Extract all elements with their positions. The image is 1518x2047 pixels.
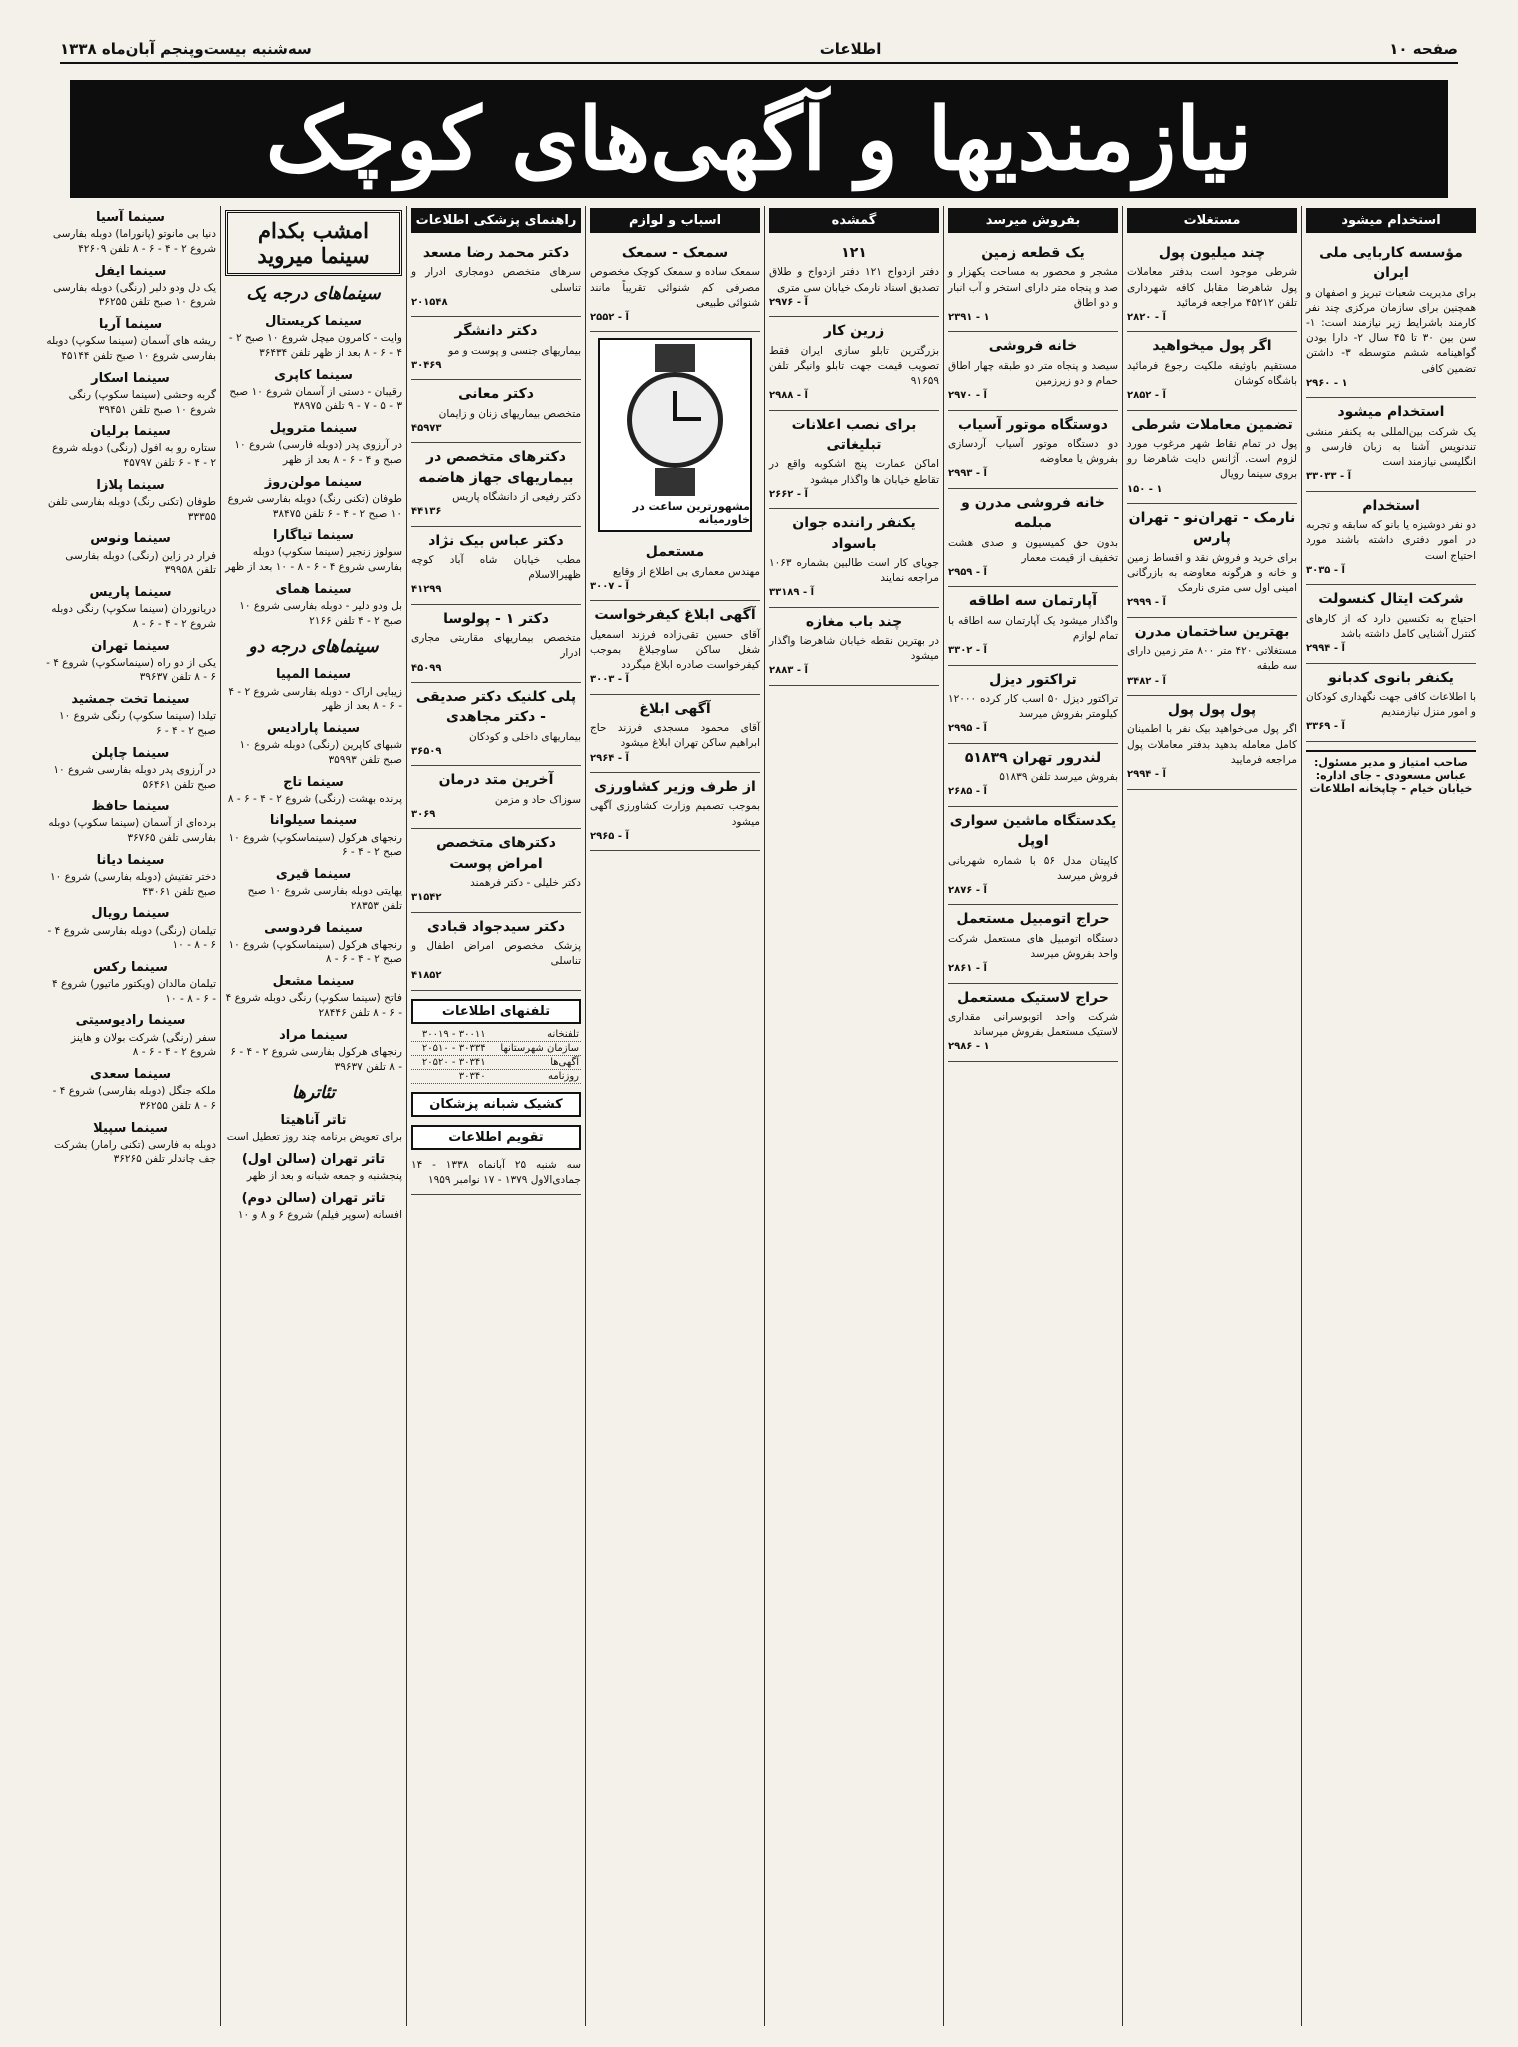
- cinema-item: سینما کریستال وایت - کامرون میچل شروع ۱۰ صبح ۲ - ۴ - ۶ - ۸ بعد از ظهر تلفن ۳۶۴۳۴: [228, 314, 402, 359]
- ad-item: پلی کلنیک دکتر صدیقی - دکتر مجاهدی بیماریهای داخلی و کودکان ۳۶۵۰۹: [411, 683, 581, 766]
- cinema-item: سینما پلازا طوفان (تکنی رنگ) دوبله بفارسی تلفن ۳۳۳۵۵: [47, 477, 216, 523]
- cinema-item: سینما سیلوانا رنجهای هرکول (سینماسکوپ) شروع ۱۰ صبح ۲ - ۴ - ۶: [228, 813, 402, 859]
- classifieds-columns: [40, 206, 1480, 2026]
- ad-item: ۱۲۱ دفتر ازدواج ۱۲۱ دفتر ازدواج و طلاق تصدیق اسناد نارمک خیابان سی متری ۲۹۷۶ - آ: [769, 239, 939, 317]
- page-number: صفحه ۱۰: [1389, 40, 1458, 58]
- ad-item: مؤسسه کاربایی ملی ایران برای مدیریت شعبات تبریز و اصفهان و همچنین برای سازمان مرکزی چند نفر کارمند باشرایط زیر نیازمند است: ۱- سن بین ۳۰ تا ۴۵ سال ۲- دارا بودن گواهینامه ششم متوسطه ۳- داشتن تضمین کافی ۲۹۶۰ - ۱: [1306, 239, 1476, 398]
- ad-item: بهترین ساختمان مدرن مستغلاتی ۴۲۰ متر ۸۰۰ متر زمین دارای سه طبقه ۳۴۸۲ - آ: [1127, 618, 1297, 696]
- sales-heading: بفروش میرسد: [948, 208, 1118, 233]
- ad-item: تراکتور دیزل تراکتور دیزل ۵۰ اسب کار کرده ۱۲۰۰۰ کیلومتر بفروش میرسد ۲۹۹۵ - آ: [948, 666, 1118, 744]
- doctors-heading: راهنمای پزشکی اطلاعات: [411, 208, 581, 233]
- column-loans: [1122, 206, 1301, 2026]
- cinema-item: سینما رکس تیلمان مالدان (ویکتور ماتیور) شروع ۴ - ۶ - ۸ - ۱۰: [51, 959, 216, 1005]
- table-row: سازمان شهرستانها ۳۰۳۳۴ - ۲۰۵۱۰: [411, 1041, 581, 1055]
- ad-item: آگهی ابلاغ آقای محمود مسجدی فرزند حاج ابراهیم ساکن تهران ابلاغ میشود ۲۹۶۴ - آ: [590, 695, 760, 773]
- calendar-heading: تقویم اطلاعات: [411, 1125, 581, 1150]
- first-class-cinemas-heading: سینماهای درجه یک: [246, 284, 381, 304]
- cinema-item: سینما قیری یهایتی دوبله بفارسی شروع ۱۰ صبح تلفن ۲۸۳۵۳: [247, 866, 402, 912]
- ad-item: دکتر معانی متخصص بیماریهای زنان و زایمان ۴۵۹۷۳: [411, 380, 581, 443]
- ad-item: پول پول پول اگر پول می‌خواهید بیک نفر با اطمینان کامل معامله بدهید بدفتر معاملات پول مراجعه فرمایید ۲۹۹۴ - آ: [1127, 696, 1297, 789]
- cinema-item: سینما ایفل یک دل ودو دلبر (رنگی) دوبله بفارسی شروع ۱۰ صبح تلفن ۳۶۲۵۵: [53, 263, 216, 309]
- cinema-item: سینما متروپل در آرزوی پدر (دوبله فارسی) شروع ۱۰ صبح و ۴ - ۶ - ۸ بعد از ظهر: [234, 421, 402, 466]
- cinema-item: سینما حافظ برده‌ای از آسمان (سینما سکوپ) دوبله بفارسی تلفن ۳۶۷۶۵: [48, 799, 216, 845]
- goods-heading: اسباب و لوازم: [590, 208, 760, 233]
- publisher-signature: صاحب امتیاز و مدیر مسئول: عباس مسعودی - جای اداره: خیابان خیام - چاپخانه اطلاعات: [1306, 750, 1476, 795]
- ad-item: یکدستگاه ماشین سواری اوپل کاپیتان مدل ۵۶ با شماره شهربانی فروش میرسد ۲۸۷۶ - آ: [948, 807, 1118, 906]
- watch-band-top: [655, 344, 695, 372]
- second-class-cinemas-heading: سینماهای درجه دو: [248, 637, 379, 658]
- column-employment: [1301, 206, 1480, 2026]
- calendar-text: سه شنبه ۲۵ آبانماه ۱۳۳۸ - ۱۴ جمادی‌الاول ۱۳۷۹ - ۱۷ نوامبر ۱۹۵۹: [411, 1154, 581, 1195]
- cinema-item: سینما ونوس فرار در زاین (رنگی) دوبله بفارسی تلفن ۳۹۹۵۸: [65, 531, 216, 577]
- cinema-item: سینما سعدی ملکه جنگل (دوبله بفارسی) شروع ۴ - ۶ - ۸ تلفن ۳۶۲۵۵: [52, 1067, 216, 1112]
- theatre-item: تاتر آناهیتا برای تعویض برنامه چند روز تعطیل است: [226, 1113, 402, 1144]
- info-phones-table: [411, 1028, 581, 1084]
- ad-item: اگر پول میخواهید مستقیم باوثیقه ملکیت رجوع فرمائید باشگاه کوشان ۲۸۵۲ - آ: [1127, 332, 1297, 410]
- ad-item: دکتر عباس بیک نژاد مطب خیابان شاه آباد کوچه ظهیرالاسلام ۴۱۲۹۹: [411, 527, 581, 605]
- ad-item: مستعمل مهندس معماری بی اطلاع از وقایع ۳۰۰۷ - آ: [590, 538, 760, 601]
- table-row: تلفنخانه ۳۰۰۱۱ - ۳۰۰۱۹: [411, 1028, 581, 1042]
- cinema-item: سینما فردوسی رنجهای هرکول (سینماسکوپ) شروع ۱۰ صبح ۲ - ۴ - ۶ - ۸: [228, 920, 402, 966]
- cinema-item: سینما پارادیس شبهای کاپرین (رنگی) دوبله شروع ۱۰ صبح تلفن ۳۵۹۹۳: [239, 720, 402, 766]
- cinema-item: سینما رویال تیلمان (رنگی) دوبله بفارسی شروع ۴ - ۶ - ۸ - ۱۰: [47, 906, 216, 952]
- ad-item: برای نصب اعلانات تبلیغاتی اماکن عمارت پنج اشکوبه واقع در تقاطع خیابان ها واگذار میشود ۲۶۶۲ - آ: [769, 411, 939, 510]
- cinema-item: سینما مراد رنجهای هرکول بفارسی شروع ۲ - ۴ - ۶ - ۸ تلفن ۳۹۶۳۷: [230, 1027, 402, 1073]
- cinema-item: سینما المپیا زیبایی اراک - دوبله بفارسی شروع ۲ - ۴ - ۶ - ۸ بعد از ظهر: [228, 667, 402, 713]
- cinema-item: سینما مولن‌روژ طوفان (تکنی رنگ) دوبله بفارسی شروع ۱۰ صبح ۲ - ۴ - ۶ تلفن ۳۸۴۷۵: [227, 474, 402, 520]
- ad-item: استخدام دو نفر دوشیزه یا بانو که سابقه و تجربه در امور دفتری داشته باشند مورد احتیاج است ۳۰۳۵ - آ: [1306, 492, 1476, 585]
- watch-ad-slogan: مشهورترین ساعت در خاورمیانه: [632, 500, 750, 527]
- cinema-item: سینما همای بل ودو دلیر - دوبله بفارسی شروع ۱۰ صبح ۲ - ۴ تلفن ۲۱۶۶: [239, 581, 402, 627]
- ad-item: سمعک - سمعک سمعک ساده و سمعک کوچک مخصوص مصرفی کم شنوائی تقریباً مانند شنوائی طبیعی ۲۵۵۲ - آ: [590, 239, 760, 332]
- ad-item: چند باب مغازه در بهترین نقطه خیابان شاهرضا واگذار میشود ۲۸۸۳ - آ: [769, 608, 939, 686]
- ad-item: دکترهای متخصص در بیماریهای جهاز هاضمه دکتر رفیعی از دانشگاه پاریس ۴۴۱۳۶: [411, 443, 581, 526]
- pharmacy-heading: کشیک شبانه پزشکان: [411, 1092, 581, 1117]
- ad-item: یکنفر راننده جوان باسواد جویای کار است طالبین بشماره ۱۰۶۳ مراجعه نمایند ۳۳۱۸۹ - آ: [769, 509, 939, 608]
- column-cinemas-2: [41, 206, 220, 2026]
- table-row: آگهی‌ها ۳۰۳۴۱ - ۲۰۵۲۰: [411, 1055, 581, 1069]
- table-row: روزنامه ۳۰۳۴۰: [411, 1069, 581, 1083]
- ad-item: زرین کار بزرگترین تابلو سازی ایران فقط تصویب قیمت جهت تابلو وانیگر تلفن ۹۱۶۵۹ ۲۹۸۸ - آ: [769, 317, 939, 410]
- ad-item: چند میلیون پول شرطی موجود است بدفتر معاملات پول شاهرضا مقابل کافه شهرداری تلفن ۴۵۲۱۲ مراجعه فرمائید ۲۸۲۰ - آ: [1127, 239, 1297, 332]
- column-sales: [943, 206, 1122, 2026]
- cinema-item: سینما مشعل فاتح (سینما سکوپ) رنگی دوبله شروع ۴ - ۶ - ۸ تلفن ۲۸۴۴۶: [225, 974, 402, 1019]
- page-header: [60, 36, 1458, 64]
- loans-heading: مستغلات: [1127, 208, 1297, 233]
- ad-item: یکنفر بانوی کدبانو با اطلاعات کافی جهت نگهداری کودکان و امور منزل نیازمندیم ۳۳۶۹ - آ: [1306, 664, 1476, 742]
- cinema-item: سینما دیانا دختر تفتیش (دوبله بفارسی) شروع ۱۰ صبح تلفن ۴۳۰۶۱: [49, 852, 216, 898]
- column-lost: [764, 206, 943, 2026]
- ad-item: دکتر سیدجواد قبادی پزشک مخصوص امراض اطفال و تناسلی ۴۱۸۵۲: [411, 913, 581, 991]
- issue-date: سه‌شنبه بیست‌وپنجم آبان‌ماه ۱۳۳۸: [60, 40, 312, 58]
- ad-item: حراج لاستیک مستعمل شرکت واحد اتوبوسرانی مقداری لاستیک مستعمل بفروش میرساند ۲۹۸۶ - ۱: [948, 984, 1118, 1062]
- ad-item: دکتر محمد رضا مسعد سرهای متخصص دومجاری ادرار و تناسلی ۲۰۱۵۴۸: [411, 239, 581, 317]
- ad-item: استخدام میشود یک شرکت بین‌المللی به یکنفر منشی تندنویس آشنا به زبان فارسی و انگلیسی نیازمند است ۳۳۰۳۳ - آ: [1306, 398, 1476, 491]
- lost-heading: گمشده: [769, 208, 939, 233]
- cinema-item: سینما چاپلن در آرزوی پدر دوبله بفارسی شروع ۱۰ صبح تلفن ۵۶۴۶۱: [53, 745, 216, 791]
- watch-band-bottom: [655, 468, 695, 496]
- column-doctors: [406, 206, 585, 2026]
- theatre-item: تاتر تهران (سالن دوم) افسانه (سوپر فیلم) شروع ۶ و ۸ و ۱۰: [237, 1190, 402, 1222]
- ad-item: از طرف وزیر کشاورزی بموجب تصمیم وزارت کشاورزی آگهی میشود ۲۹۶۵ - آ: [590, 773, 760, 851]
- ad-item: دکتر ۱ - پولوسا متخصص بیماریهای مقاربتی مجاری ادرار ۴۵۰۹۹: [411, 605, 581, 683]
- ad-item: دکترهای متخصص امراض پوست دکتر خلیلی - دکتر فرهمند ۳۱۵۴۲: [411, 829, 581, 912]
- cinema-item: سینما تخت جمشید تیلدا (سینما سکوپ) رنگی شروع ۱۰ صبح ۲ - ۴ - ۶: [59, 692, 216, 737]
- info-phones-heading: تلفنهای اطلاعات: [411, 999, 581, 1024]
- cinema-item: سینما برلیان ستاره رو به افول (رنگی) دوبله شروع ۲ - ۴ - ۶ تلفن ۴۵۷۹۷: [52, 424, 216, 470]
- paper-name: اطلاعات: [819, 40, 882, 58]
- watch-icon: [627, 372, 723, 468]
- banner-title: نیازمندیها و آگهی‌های کوچک: [265, 88, 1253, 190]
- theatre-item: تاتر تهران (سالن اول) پنجشنبه و جمعه شبانه و بعد از ظهر: [241, 1152, 402, 1183]
- ad-item: خانه فروشی سیصد و پنجاه متر دو طبقه چهار اطاق حمام و دو زیرزمین ۲۹۷۰ - آ: [948, 332, 1118, 410]
- ad-item: خانه فروشی مدرن و مبلمه بدون حق کمیسیون و صدی هشت تخفیف از قیمت معمار ۲۹۵۹ - آ: [948, 489, 1118, 588]
- ad-item: شرکت ایتال کنسولت احتیاج به تکنسین دارد که از کارهای کنترل آشنایی کامل داشته باشد ۲۹۹۴ - آ: [1306, 585, 1476, 663]
- ad-item: لندرور تهران ۵۱۸۳۹ بفروش میرسد تلفن ۵۱۸۳۹ ۲۶۸۵ - آ: [948, 744, 1118, 807]
- cinema-item: سینما اسکار گربه وحشی (سینما سکوپ) رنگی شروع ۱۰ صبح تلفن ۳۹۴۵۱: [68, 370, 216, 416]
- cinema-item: سینما تهران یکی از دو راه (سینماسکوپ) شروع ۴ - ۶ - ۸ تلفن ۳۹۶۳۷: [46, 638, 216, 684]
- ad-item: نارمک - تهران‌نو - تهران پارس برای خرید و فروش نقد و اقساط زمین و خانه و هرگونه معاوضه به بازرگانی امینی اول سی متری نارمک ۲۹۹۹ - آ: [1127, 504, 1297, 618]
- cinema-item: سینما آریا ریشه های آسمان (سینما سکوپ) دوبله بفارسی شروع ۱۰ صبح تلفن ۴۵۱۴۴: [46, 317, 216, 362]
- cinema-item: سینما تیاگارا سولوز زنجیر (سینما سکوپ) دوبله بفارسی شروع ۴ - ۶ - ۸ - ۱۰ بعد از ظهر: [225, 528, 402, 574]
- ad-item: یک قطعه زمین مشجر و محصور به مساحت یکهزار و صد و پنجاه متر دارای استخر و آب انبار و دو اطاق ۲۳۹۱ - ۱: [948, 239, 1118, 332]
- ad-item: آپارتمان سه اطاقه واگذار میشود یک آپارتمان سه اطاقه با تمام لوازم ۳۳۰۲ - آ: [948, 587, 1118, 665]
- ad-item: دوستگاه موتور آسیاب دو دستگاه موتور آسیاب آردسازی بفروش یا معاوضه ۲۹۹۳ - آ: [948, 411, 1118, 489]
- employment-heading: استخدام میشود: [1306, 208, 1476, 233]
- theatres-heading: تئاترها: [291, 1083, 336, 1104]
- cinema-item: سینما کاپری رقیبان - دستی از آسمان شروع ۱۰ صبح ۳ - ۵ - ۷ - ۹ تلفن ۳۸۹۷۵: [229, 367, 402, 413]
- ad-item: دکتر دانشگر بیماریهای جنسی و پوست و مو ۳۰۴۶۹: [411, 317, 581, 380]
- cinema-item: سینما رادیوسیتی سفر (رنگی) شرکت بولان و هاینز شروع ۲ - ۴ - ۶ - ۸: [71, 1013, 216, 1059]
- cinema-item: سینما آسیا دنیا بی مانوتو (پانوراما) دوبله بفارسی شروع ۲ - ۴ - ۶ - ۸ تلفن ۴۲۶۰۹: [52, 210, 216, 255]
- ad-item: حراج اتومبیل مستعمل دستگاه اتومبیل های مستعمل شرکت واحد بفروش میرسد ۲۸۶۱ - آ: [948, 905, 1118, 983]
- column-goods: [585, 206, 764, 2026]
- ad-item: تضمین معاملات شرطی پول در تمام نقاط شهر مرغوب مورد لزوم است. آژانس دایت شاهرضا رو بروی سینما رویال ۱۵۰ - ۱: [1127, 411, 1297, 504]
- ad-item: آگهی ابلاغ کیفرخواست آقای حسین تقی‌زاده فرزند اسمعیل شغل ساکن ساوجبلاغ بموجب کیفرخواست صادره ابلاغ میگردد ۳۰۰۳ - آ: [590, 601, 760, 694]
- ad-item: آخرین متد درمان سوزاک حاد و مزمن ۳۰۶۹: [411, 766, 581, 829]
- cinema-item: سینما سپیلا دوبله به فارسی (تکنی رامار) بشرکت جف چاندلر تلفن ۳۶۲۶۵: [54, 1120, 216, 1166]
- cinema-item: سینما پاریس دریانوردان (سینما سکوپ) رنگی دوبله شروع ۲ - ۴ - ۶ - ۸: [51, 584, 216, 630]
- cinema-item: سینما تاج پرنده بهشت (رنگی) شروع ۲ - ۴ - ۶ - ۸: [227, 774, 402, 805]
- watch-advertisement: [598, 338, 752, 532]
- column-cinemas: [220, 206, 406, 2026]
- cinema-heading: امشب بکدام سینما میروید: [225, 210, 402, 276]
- classifieds-banner: [70, 80, 1448, 198]
